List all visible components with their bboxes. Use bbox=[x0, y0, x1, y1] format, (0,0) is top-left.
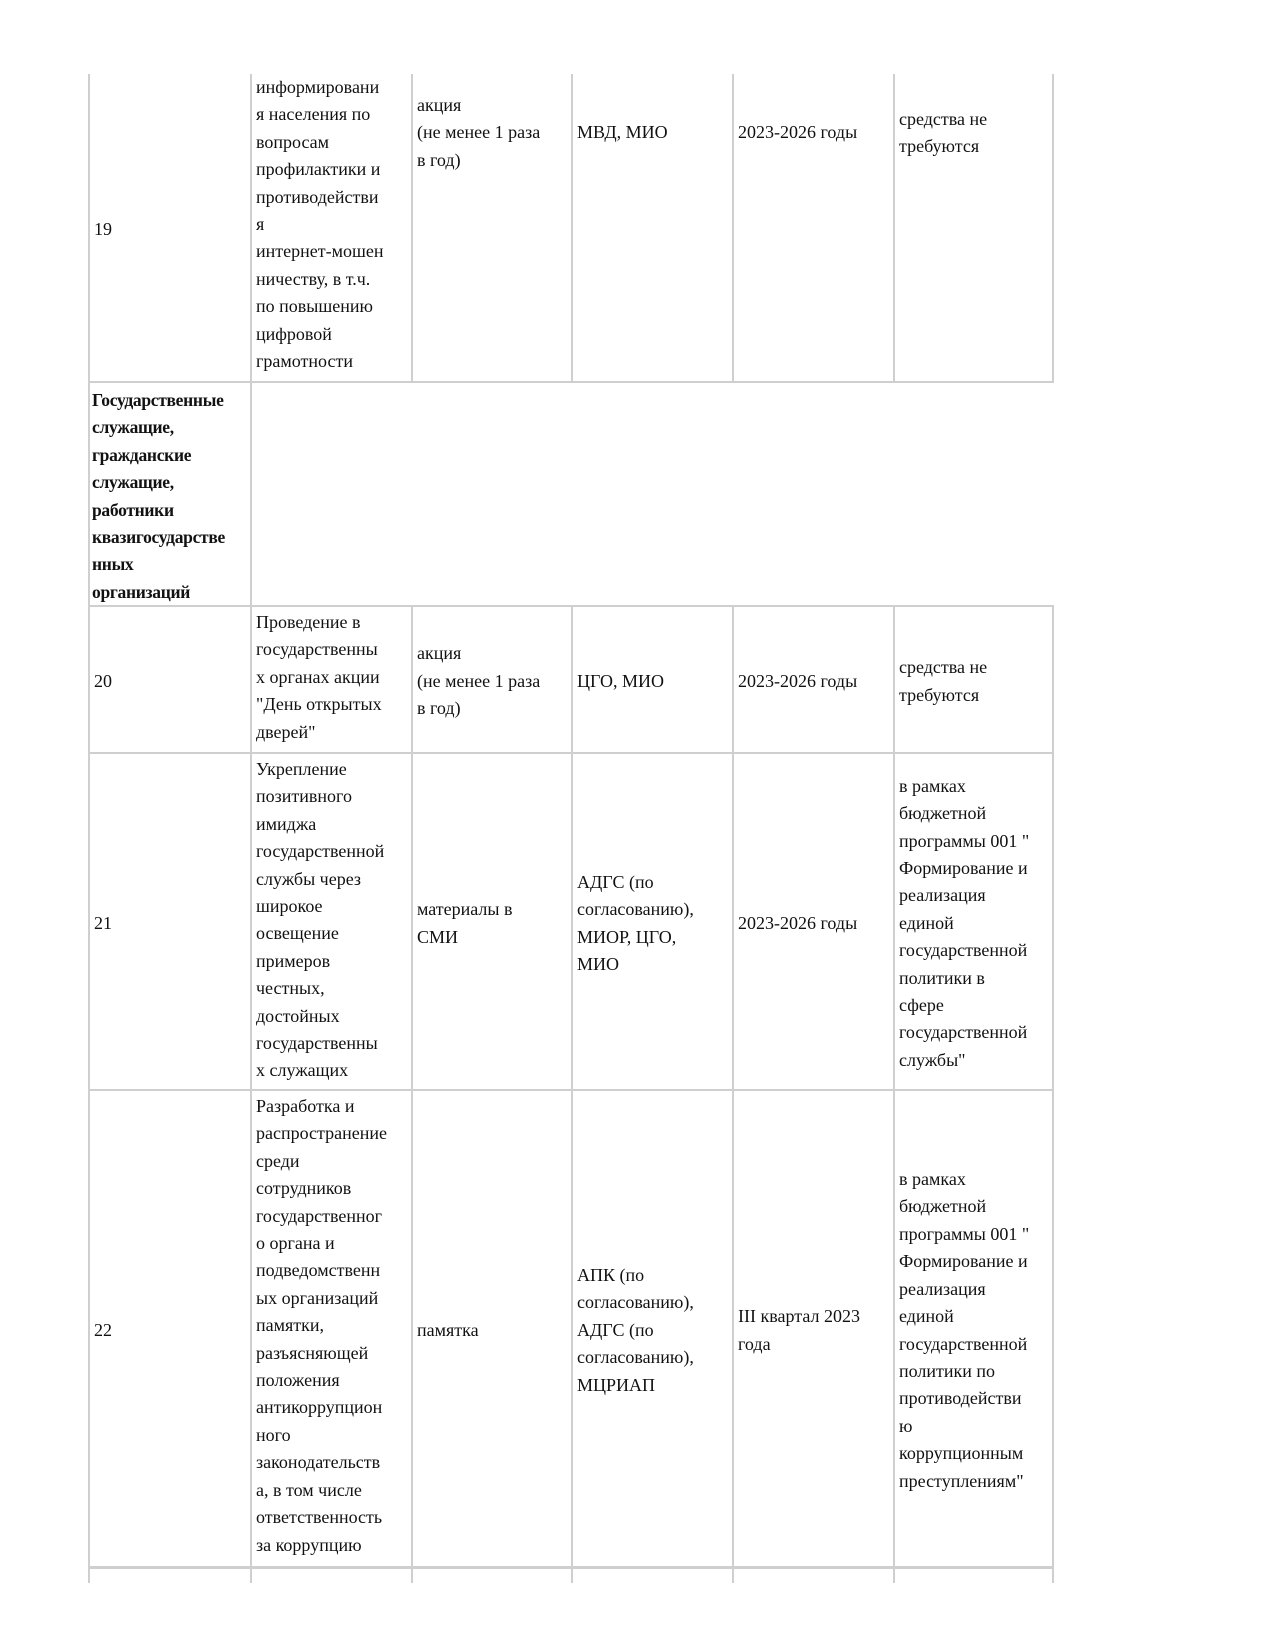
responsible-cell bbox=[571, 1091, 732, 1566]
row-number-text: 22 bbox=[94, 1319, 112, 1340]
form-cell bbox=[411, 74, 571, 382]
row-number bbox=[88, 754, 250, 1089]
event-text: информировани я населения по вопросам профилактики и противодействи я интернет-мошен ничеству, в т.ч. по повышению цифровой грамотности bbox=[256, 77, 384, 372]
row-number-text: 19 bbox=[94, 219, 112, 240]
form-text: акция (не менее 1 раза в год) bbox=[417, 643, 541, 719]
empty-cell bbox=[571, 1569, 732, 1583]
responsible-cell bbox=[571, 74, 732, 382]
funding-text: средства не требуются bbox=[899, 109, 988, 157]
table-row-19 bbox=[88, 74, 1054, 382]
form-cell bbox=[411, 1091, 571, 1566]
event-text: Разработка и распространение среди сотрудников государственног о органа и подведомственн ых организаций памятки, разъясняющей положения антикоррупцион ного законодательств а, в том числе ответственность за коррупцию bbox=[256, 1096, 388, 1555]
funding-text: средства не требуются bbox=[899, 657, 988, 705]
form-text: памятка bbox=[417, 1319, 479, 1340]
term-cell bbox=[732, 1091, 893, 1566]
event-cell bbox=[250, 74, 411, 382]
row-number bbox=[88, 74, 250, 382]
funding-cell bbox=[893, 1091, 1054, 1566]
form-text: материалы в СМИ bbox=[417, 899, 513, 947]
event-cell bbox=[250, 1091, 411, 1566]
term-text: 2023-2026 годы bbox=[738, 912, 858, 933]
funding-cell bbox=[893, 754, 1054, 1089]
term-text: 2023-2026 годы bbox=[738, 670, 858, 691]
empty-cell bbox=[88, 1569, 250, 1583]
funding-text: в рамках бюджетной программы 001 " Формирование и реализация единой государственной политики в сфере государственной службы" bbox=[899, 775, 1030, 1070]
responsible-text: АПК (по согласованию), АДГС (по согласованию), МЦРИАП bbox=[577, 1264, 694, 1395]
funding-cell bbox=[893, 74, 1054, 382]
form-cell bbox=[411, 607, 571, 752]
form-text: акция (не менее 1 раза в год) bbox=[417, 95, 541, 170]
responsible-text: АДГС (по согласованию), МИОР, ЦГО, МИО bbox=[577, 871, 694, 974]
funding-text: в рамках бюджетной программы 001 " Формирование и реализация единой государственной политики по противодействи ю коррупционным преступлениям" bbox=[899, 1169, 1030, 1491]
section-heading bbox=[88, 383, 250, 605]
empty-cell bbox=[893, 1569, 1054, 1583]
term-cell bbox=[732, 754, 893, 1089]
responsible-text: ЦГО, МИО bbox=[577, 670, 664, 691]
empty-cell bbox=[411, 1569, 571, 1583]
event-text: Укрепление позитивного имиджа государственной службы через широкое освещение примеров честных, достойных государственны х служащих bbox=[256, 759, 385, 1081]
responsible-cell bbox=[571, 607, 732, 752]
empty-cell bbox=[250, 1569, 411, 1583]
event-cell bbox=[250, 607, 411, 752]
term-text: III квартал 2023 года bbox=[738, 1306, 860, 1354]
row-number bbox=[88, 607, 250, 752]
responsible-cell bbox=[571, 754, 732, 1089]
table-row-22 bbox=[88, 1091, 1054, 1566]
term-text: 2023-2026 годы bbox=[738, 122, 858, 142]
empty-cell bbox=[732, 1569, 893, 1583]
section-heading-row bbox=[88, 383, 1054, 605]
term-cell bbox=[732, 74, 893, 382]
row-number-text: 20 bbox=[94, 670, 112, 691]
row-number-text: 21 bbox=[94, 912, 112, 933]
row-number bbox=[88, 1091, 250, 1566]
event-cell bbox=[250, 754, 411, 1089]
table-row-continuation bbox=[88, 1569, 1054, 1583]
table-row-20 bbox=[88, 607, 1054, 752]
responsible-text: МВД, МИО bbox=[577, 122, 668, 142]
funding-cell bbox=[893, 607, 1054, 752]
term-cell bbox=[732, 607, 893, 752]
section-heading-spacer bbox=[250, 383, 260, 605]
section-heading-text: Государственные служащие, гражданские служащие, работники квазигосударстве нных организаций bbox=[92, 390, 225, 602]
table-row-21 bbox=[88, 754, 1054, 1089]
event-text: Проведение в государственны х органах акции "День открытых дверей" bbox=[256, 612, 382, 742]
form-cell bbox=[411, 754, 571, 1089]
